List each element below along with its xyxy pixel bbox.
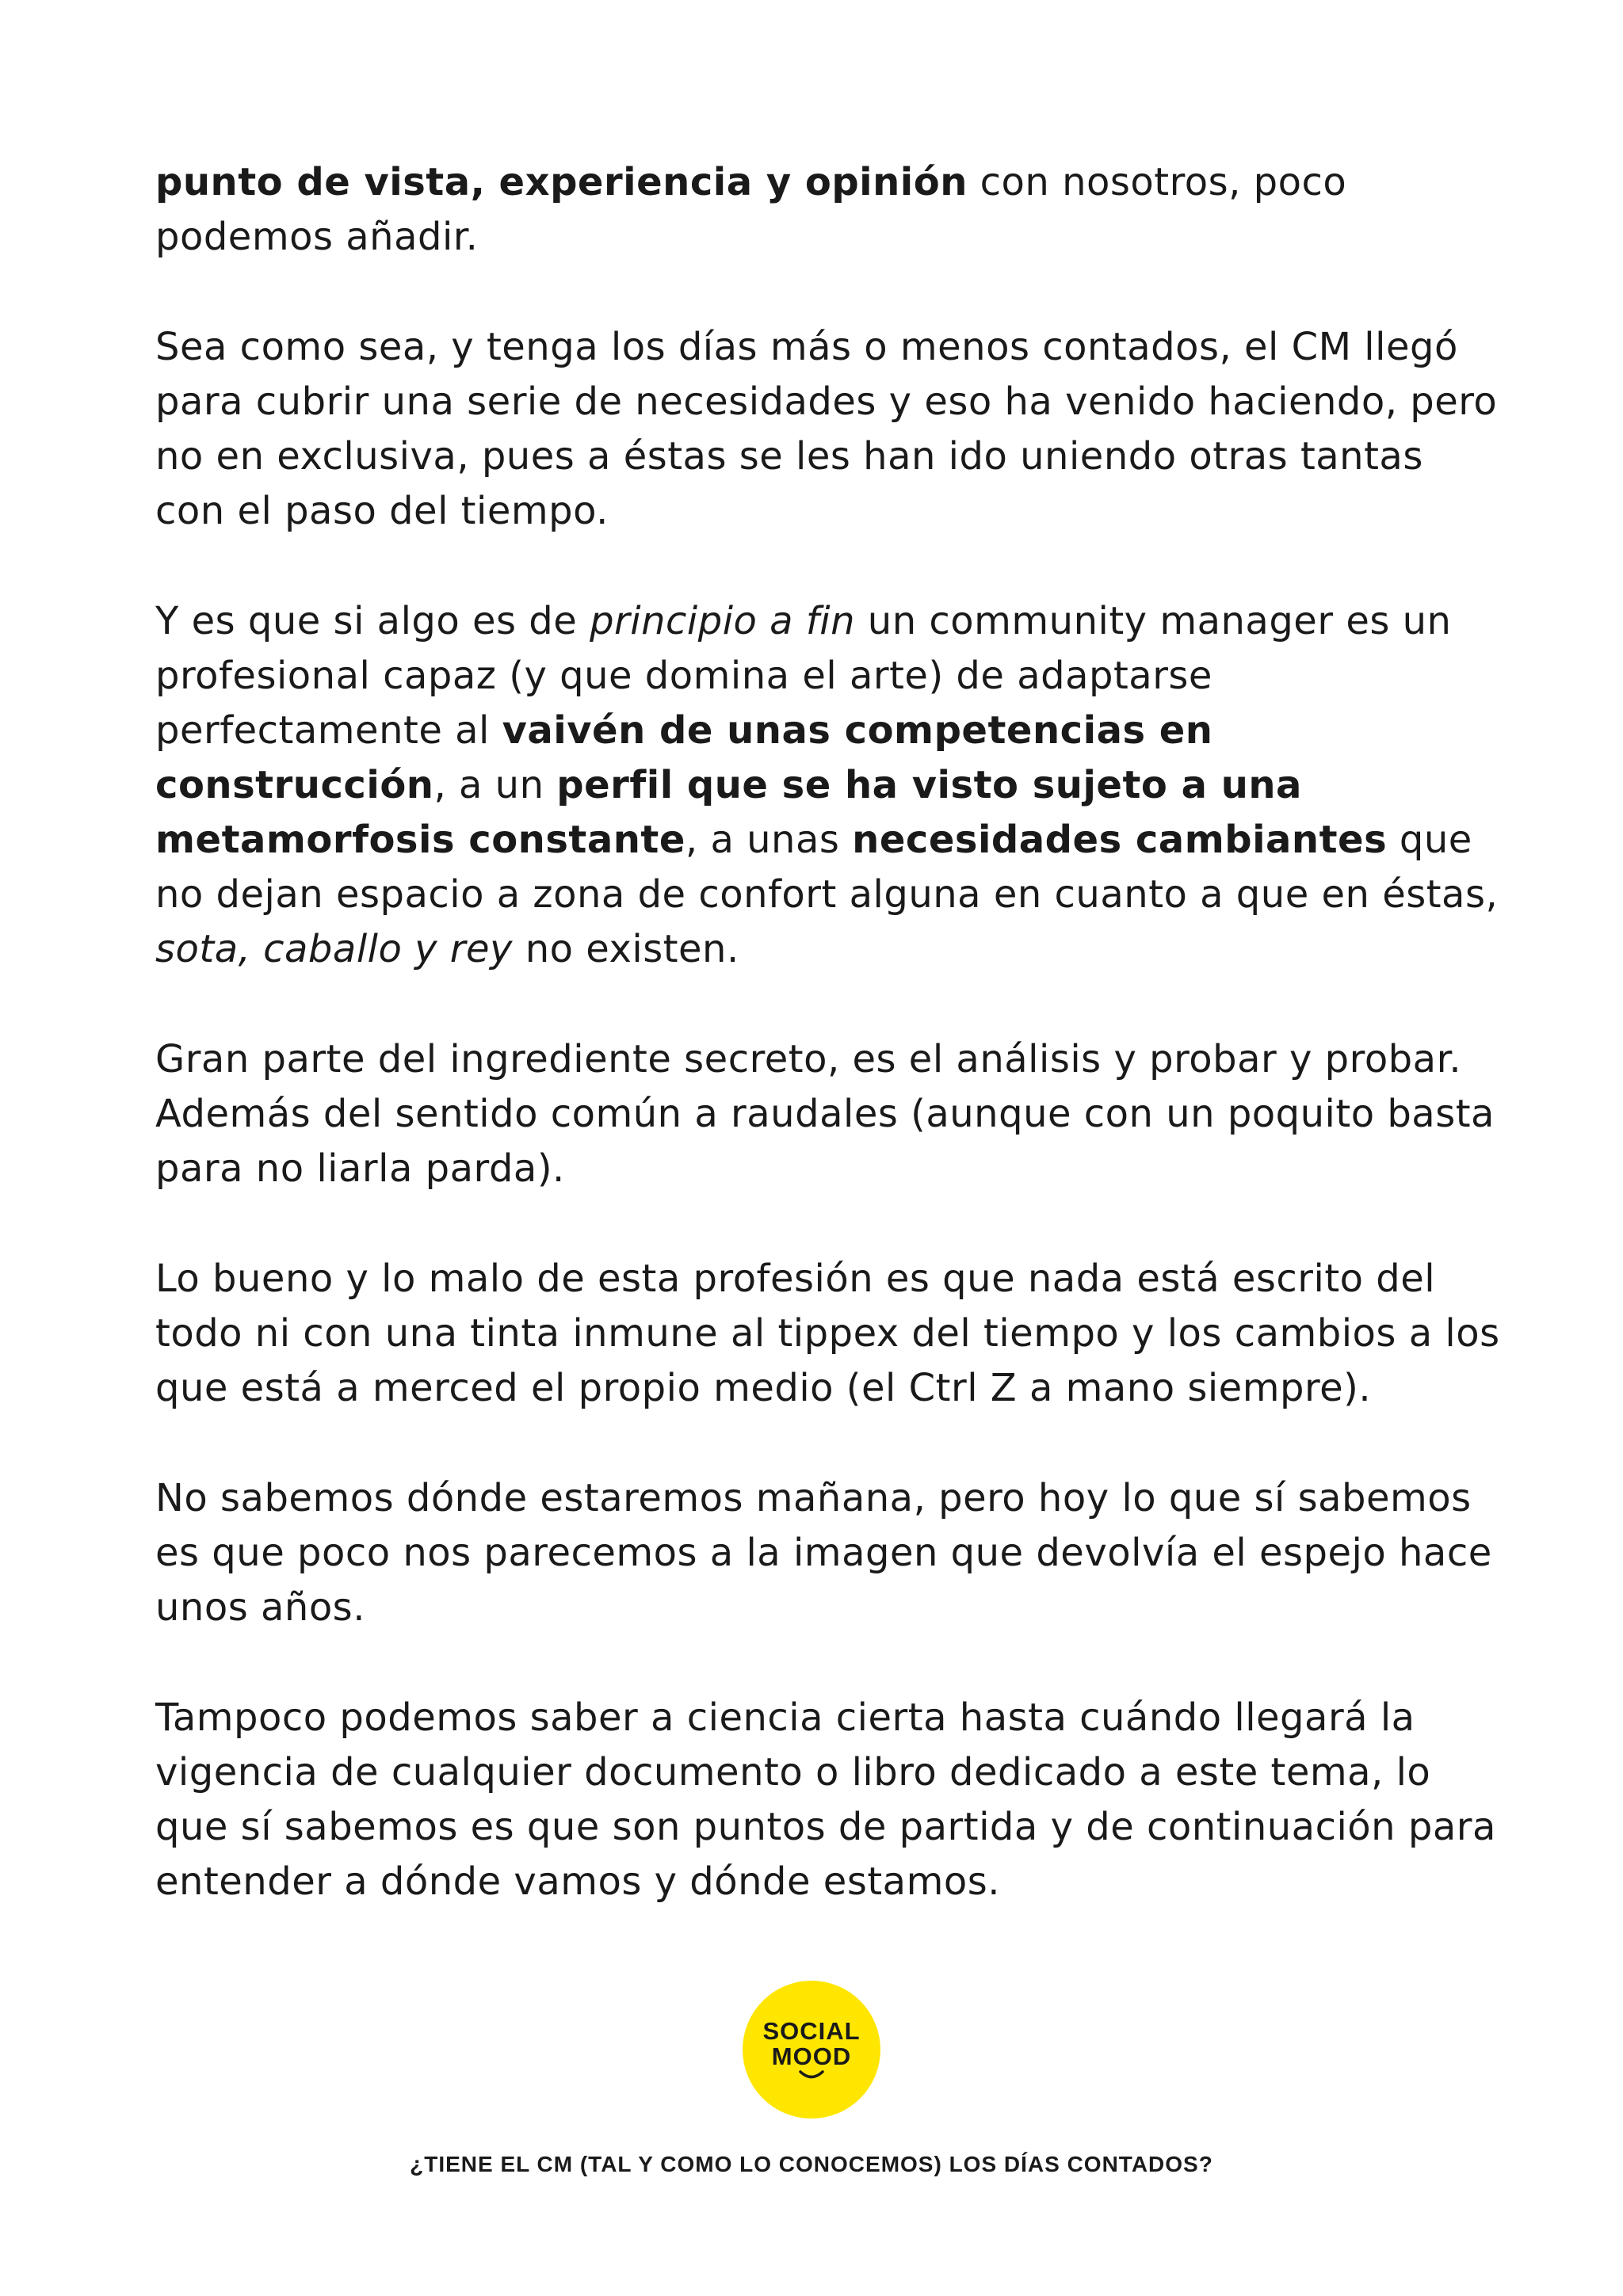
social-mood-logo — [743, 1981, 880, 2119]
text-run: un community manager es un profesional capaz (y que domina el arte) de adaptarse perfectamente al — [155, 599, 1452, 753]
text-run: principio a fin — [590, 599, 856, 643]
text-run: Tampoco podemos saber a ciencia cierta hasta cuándo llegará la vigencia de cualquier documento o libro dedicado a este tema, lo que sí sabemos es que son puntos de partida y de continuación para entender a dónde vamos y dónde estamos. — [155, 1695, 1496, 1904]
text-run: Gran parte del ingrediente secreto, es el análisis y probar y probar. Además del sentido común a raudales (aunque con un poquito basta para no liarla parda). — [155, 1037, 1495, 1191]
paragraph — [155, 1252, 1503, 1416]
text-run: perfil que se ha visto sujeto a una metamorfosis constante — [155, 763, 1302, 862]
text-run: con nosotros, poco podemos añadir. — [155, 160, 1347, 259]
paragraph — [155, 1471, 1503, 1635]
paragraph — [155, 594, 1503, 977]
logo-line-1: SOCIAL — [762, 2017, 861, 2045]
text-run: sota, caballo y rey — [155, 927, 513, 971]
footer-title: ¿TIENE EL CM (TAL Y COMO LO CONOCEMOS) LOS DÍAS CONTADOS? — [410, 2152, 1213, 2176]
logo-line-2: MOOD — [771, 2042, 852, 2070]
paragraph — [155, 155, 1503, 265]
paragraph — [155, 320, 1503, 539]
text-run: punto de vista, experiencia y opinión — [155, 160, 968, 204]
text-run: , a unas — [685, 818, 853, 862]
paragraph — [155, 1032, 1503, 1196]
text-run: no existen. — [512, 927, 739, 971]
text-run: que no dejan espacio a zona de confort alguna en cuanto a que en éstas, — [155, 818, 1499, 917]
smile-icon — [796, 2069, 827, 2081]
text-run: No sabemos dónde estaremos mañana, pero hoy lo que sí sabemos es que poco nos parecemos a la imagen que devolvía el espejo hace unos años. — [155, 1476, 1492, 1630]
text-run: necesidades cambiantes — [852, 818, 1388, 862]
text-run: Sea como sea, y tenga los días más o menos contados, el CM llegó para cubrir una serie de necesidades y eso ha venido haciendo, pero no en exclusiva, pues a éstas se les han ido uniendo otras tantas con el paso del tiempo. — [155, 325, 1498, 533]
text-run: vaivén de unas competencias en construcción — [155, 708, 1213, 807]
body-text — [155, 155, 1503, 1909]
text-run: , a un — [433, 763, 557, 807]
text-run: Y es que si algo es de — [155, 599, 590, 643]
paragraph — [155, 1691, 1503, 1909]
text-run: Lo bueno y lo malo de esta profesión es que nada está escrito del todo ni con una tinta inmune al tippex del tiempo y los cambios a los que está a merced el propio medio (el Ctrl Z a mano siempre). — [155, 1257, 1500, 1410]
